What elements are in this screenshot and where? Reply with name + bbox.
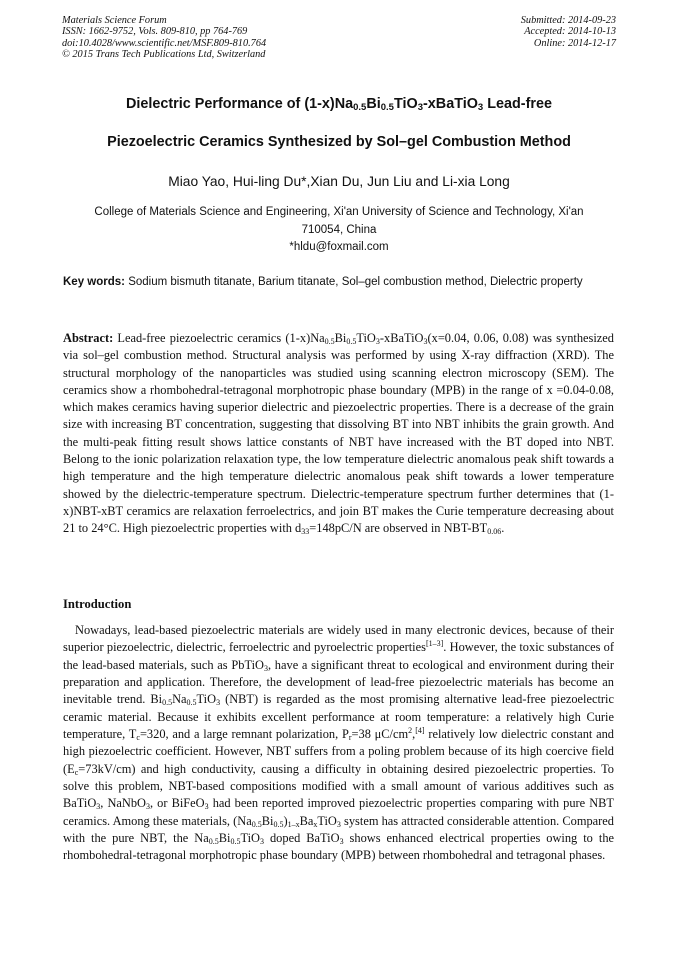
author-list: Miao Yao, Hui-ling Du*,Xian Du, Jun Liu and Li-xia Long	[168, 174, 510, 189]
copyright-line: © 2015 Trans Tech Publications Ltd, Switzerland	[62, 49, 266, 61]
accepted-date: Accepted: 2014-10-13	[524, 26, 616, 38]
journal-name: Materials Science Forum	[62, 15, 167, 26]
affiliation-line-1: College of Materials Science and Engineering, Xi'an University of Science and Technology, Xi'an	[94, 206, 584, 218]
keywords	[63, 274, 614, 291]
keywords-text: Sodium bismuth titanate, Barium titanate, Sol–gel combustion method, Dielectric property	[125, 276, 583, 288]
introduction-paragraph: Nowadays, lead-based piezoelectric materials are widely used in many electronic devices, because of their superior piezoelectric, dielectric, ferroelectric and pyroelectric properties[1–3]. However, the toxic substances of the lead-based materials, such as PbTiO$_3$, have a significant threat to ecological and environment during their preparation and application. Therefore, the development of lead-free piezoelectric materials has become an inevitable trend. $Bi_{0.5}Na_{0.5}TiO_3$ (NBT) is regarded as the most promising alternative lead-free piezoelectric ceramic material. Because it exhibits excellent performance at room temperature: a relatively high Curie temperature, $T_c=320$, and a large remnant polarization, $P_r=38$ $\mu C/cm^2,[4]$ relatively low dielectric constant and high piezoelectric coefficient. However, NBT suffers from a poling problem because of its high coercive field $(E_c=73kV/cm)$ and high conductivity, causing a difficulty in obtaining desired piezoelectric properties. To solve this problem, NBT-based compositions modified with a small amount of various additives such as BaTiO$_3$, NaNbO$_3$, or BiFeO$_3$ had been reported improved piezoelectric properties comparing with pure NBT ceramics. Among these materials, $(Na_{0.5}Bi_{0.5})_{1-x}Ba_xTiO_3$ system has attracted considerable attention. Compared with the pure NBT, the $Na_{0.5}Bi_{0.5}TiO_3$ doped BaTiO$_3$ shows enhanced electrical properties owing to the rhombohedral-tetragonal morphotropic phase boundary (MPB) between rhombohedral and tetragonal phases.	[63, 623, 615, 863]
issn-line: ISSN: 1662-9752, Vols. 809-810, pp 764-769	[62, 26, 248, 38]
affiliation	[62, 204, 616, 257]
abstract-label: Abstract:	[63, 331, 114, 345]
citation[interactable]: [4]	[415, 726, 425, 736]
affiliation-line-2: 710054, China	[301, 223, 377, 236]
introduction-heading: Introduction	[63, 597, 132, 611]
corresponding-email: *hldu@foxmail.com	[289, 241, 389, 253]
abstract: Abstract: Lead-free piezoelectric ceramics $(1-x)Na_{0.5}Bi_{0.5}TiO_3-xBaTiO_3(x=0.04$, 0.06, 0.08) was synthesized via sol–gel combustion method. Structural analysis was performed by using X-ray diffraction (XRD). The structural morphology of the nanoparticles was studied using scanning electron microscopy (SEM). The ceramics show a rhombohedral-tetragonal morphotropic phase boundary (MPB) in the range of x =0.04-0.08, which makes ceramics having superior dielectric and piezoelectric properties. There is a decrease of the grain size with increasing BT concentration, suggesting that dissolving BT into NBT inhibits the grain growth. And the multi-peak fitting result shows lattice constants of NBT have increased with the BT doped into NBT. Belong to the ionic polarization relaxation type, the low temperature dielectric anomalous peak shift towards a high temperature and the high temperature dielectric anomalous peak shift towards a lower temperature showed by the dielectric-temperature spectrum. Dielectric-temperature spectrum further determines that (1-x)NBT-xBT ceramics are relaxation ferroelectrics, and join BT makes the Curie temperature decreasing about 21 to 24°C. High piezoelectric properties with $d_{33}=148pC/N$ are observed in NBT-$BT_{0.06}$.	[63, 331, 614, 537]
online-date: Online: 2014-12-17	[533, 37, 616, 49]
submission-dates	[521, 15, 616, 49]
doi-line: doi:10.4028/www.scientific.net/MSF.809-810.764	[62, 37, 267, 49]
citation[interactable]: [1–3]	[425, 639, 444, 649]
paper-title-line-2: Piezoelectric Ceramics Synthesized by Sol–gel Combustion Method	[107, 134, 571, 150]
submitted-date: Submitted: 2014-09-23	[520, 15, 616, 26]
keywords-label: Key words:	[63, 276, 125, 288]
paper-title-line-1: Dielectric Performance of $(1-x)Na_{0.5}Bi_{0.5}TiO_3-xBaTiO_3$ Lead-free	[125, 96, 552, 113]
journal-info	[62, 15, 266, 61]
